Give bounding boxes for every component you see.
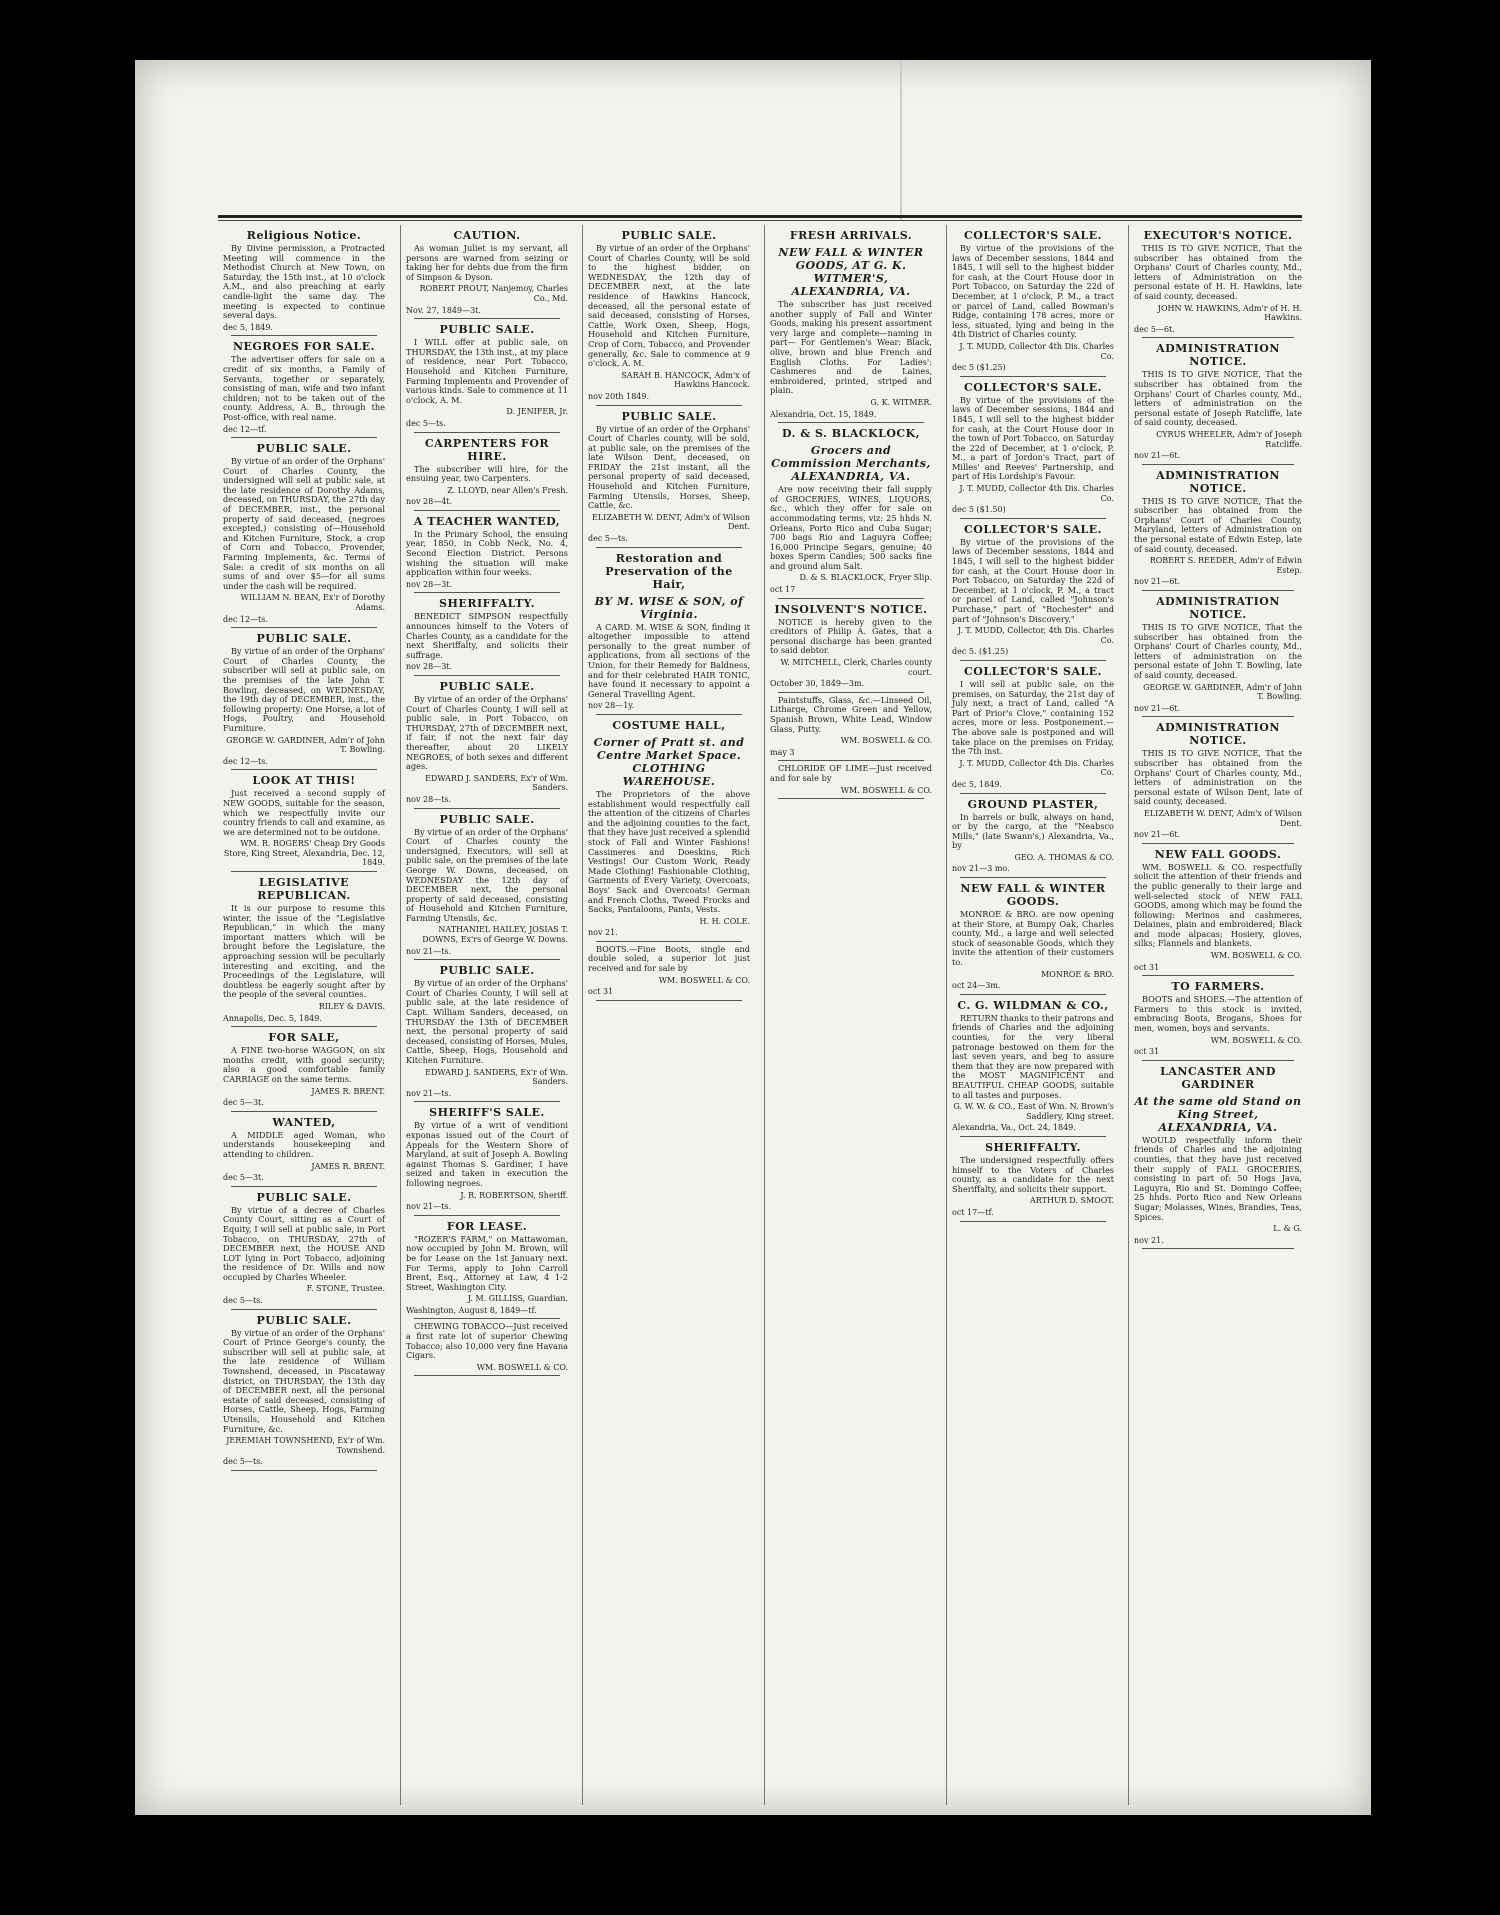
ad-body: By virtue of a decree of Charles County Court, sitting as a Court of Equity, I will sell at public sale, in Port Tobacco, on THURSDAY, 27th of DECEMBER next, the HOUSE AND LOT lying in Port Tobacco, adjoining the residence of Dr. Wills and now occupied by Charles Wheeler. [223,1204,385,1282]
ad-body: BENEDICT SIMPSON respectfully announces himself to the Voters of Charles County, as a candidate for the next Sheriffalty, and solicits their suffrage. [406,611,568,660]
ad-body: By virtue of the provisions of the laws of December sessions, 1844 and 1845, I will sell to the highest bidder for cash, at the Court House door in Port Tobacco, on Saturday the 22d of December, at 1 o'clock, P. M., a tract or parcel of Land, called "Johnson's Purchase," part of "Rochester" and part of "Johnson's Discovery." [952,536,1114,624]
ad-body: BOOTS.—Fine Boots, single and double soled, a superior lot just received and for sale by [588,943,750,974]
ad-date: oct 17 [770,585,796,595]
ad-signature: CYRUS WHEELER, Adm'r of Joseph Ratcliffe. [1156,429,1302,449]
ad-separator [231,871,377,872]
ad-heading: TO FARMERS. [1171,980,1265,994]
ad-separator [414,432,560,433]
ad-heading: ADMINISTRATION NOTICE. [1156,342,1280,369]
ad-body: THIS IS TO GIVE NOTICE, That the subscriber has obtained from the Orphans' Court of Charles county, Md., letters of administration on the personal estate of Joseph Ratcliffe, late of said county, deceased. [1134,369,1302,428]
ad-date: dec 5—3t. [223,1173,264,1183]
advertisement [406,1106,568,1215]
ad-separator [231,437,377,438]
ad-separator [1142,716,1294,717]
ad-signature: J. T. MUDD, Collector 4th Dis. Charles Co. [959,484,1114,503]
ad-separator [1142,590,1294,591]
column-3 [582,225,755,1805]
ad-signature: J. M. GILLISS, Guardian. [467,1294,568,1304]
ad-separator [960,1136,1106,1137]
advertisement [406,1322,568,1376]
advertisement [223,774,385,872]
ad-date: dec 5. ($1.25) [952,647,1009,657]
ad-separator [960,376,1106,377]
ad-separator [1142,1248,1294,1249]
header-rule-thin [218,220,1302,221]
ad-separator [414,1215,560,1216]
ad-heading: LEGISLATIVE REPUBLICAN. [257,876,351,903]
ad-date: dec 12—tf. [223,424,267,434]
ad-signature: J. R. ROBERTSON, Sheriff. [460,1190,568,1200]
advertisement [770,603,932,693]
ad-date: nov 28—4t. [406,497,453,507]
ad-signature: ELIZABETH W. DENT, Adm'x of Wilson Dent. [592,512,750,532]
ad-heading: Religious Notice. [246,229,362,242]
ad-signature: EDWARD J. SANDERS, Ex'r of Wm. Sanders. [425,773,568,793]
ad-heading: COSTUME HALL, [612,718,726,732]
ad-separator [596,405,742,406]
ad-heading: CARPENTERS FOR HIRE. [424,436,550,463]
ad-body: By virtue of an order of the Orphans' Court of Charles County, the subscriber will sell at public sale, on the premises of the late John T. Bowling, deceased, on WEDNESDAY, the 19th day of DECEMBER, inst., the following property: One Horse, a lot of Hogs, Poultry, and Household Furniture. [223,646,385,733]
ad-body: CHEWING TOBACCO—Just received a first rate lot of superior Chewing Tobacco; also 10,000 very fine Havana Cigars. [406,1321,568,1361]
ad-body: By virtue of an order of the Orphans' Court of Charles County, I will sell at public sale, at the late residence of Capt. William Sanders, deceased, on THURSDAY the 13th of DECEMBER next, the personal property of said deceased, consisting of Horses, Mules, Cattle, Sheep, Hogs, Household and Kitchen Furniture. [406,978,568,1065]
ad-signature: WILLIAM N. BEAN, Ex'r of Dorothy Adams. [240,593,385,612]
advertisement [406,680,568,809]
ad-date: nov 20th 1849. [588,391,650,401]
ad-signature: MONROE & BRO. [1041,969,1114,979]
advertisement [223,1116,385,1187]
ad-date: dec 5—ts. [223,1457,263,1467]
ad-heading: PUBLIC SALE. [256,1313,352,1327]
advertisement [406,1220,568,1320]
ad-separator [1142,337,1294,338]
ad-signature: D. & S. BLACKLOCK, Fryer Slip. [799,573,932,583]
ad-date: Washington, August 8, 1849—tf. [406,1305,537,1315]
ad-separator [960,793,1106,794]
ad-body: Paintstuffs, Glass, &c.—Linseed Oil, Litharge, Chrome Green and Yellow, Spanish Brown, White Lead, Window Glass, Putty. [770,694,932,734]
ad-separator [231,1111,377,1112]
ad-heading: D. & S. BLACKLOCK, [781,427,921,441]
advertisement [952,999,1114,1137]
ad-separator [1142,1060,1294,1061]
ad-separator [414,318,560,319]
ad-heading: FRESH ARRIVALS. [789,229,913,242]
advertisement [1134,342,1302,464]
ad-body: As woman Juliet is my servant, all persons are warned from seizing or taking her for debts due from the firm of Simpson & Dyson. [406,243,568,282]
ad-signature: J. T. MUDD, Collector 4th Dis. Charles Co. [959,758,1114,778]
ad-date: oct 24—3m. [952,981,1001,991]
ad-separator [596,547,742,548]
ad-date: oct 17—tf. [952,1207,994,1217]
advertisement [223,1314,385,1471]
column-4 [764,225,937,1805]
advertisement [223,1191,385,1310]
ad-date: Alexandria, Va., Oct. 24, 1849. [952,1123,1076,1133]
ad-signature: WM. R. ROGERS' Cheap Dry Goods Store, King Street, Alexandria, Dec. 12, 1849. [223,839,385,868]
ad-signature: G. K. WITMER. [870,397,932,407]
advertisement [952,229,1114,377]
ad-date: nov 28—ts. [406,794,452,804]
ad-body: The subscriber will hire, for the ensuing year, two Carpenters. [406,463,568,484]
advertisement [1134,595,1302,717]
ad-date: dec 12—ts. [223,614,268,624]
advertisement [406,515,568,594]
ad-date: nov 21—ts. [406,1202,452,1212]
ad-signature: JEREMIAH TOWNSHEND, Ex'r of Wm. Townshend. [226,1436,385,1455]
ad-date: dec 5—ts. [406,418,446,428]
ad-heading: PUBLIC SALE. [439,964,535,978]
ad-separator [1142,975,1294,976]
ad-date: dec 5 ($1.50) [952,505,1006,515]
ad-heading: FOR SALE, [268,1031,340,1045]
advertisement [952,665,1114,794]
ad-date: nov 21—ts. [406,946,452,956]
ad-date: nov 21. [1134,1235,1164,1245]
ad-body: BOOTS and SHOES.—The attention of Farmers to this stock is invited, embracing Boots, Brogans, Shoes for men, women, boys and servants. [1134,994,1302,1034]
ad-heading: ADMINISTRATION NOTICE. [1156,721,1280,748]
ad-separator [231,769,377,770]
ad-separator [778,598,924,599]
ad-separator [231,1309,377,1310]
header-rule [218,215,1302,218]
ad-body: RETURN thanks to their patrons and friends of Charles and the adjoining counties, for the very liberal patronage bestowed on them for the last seven years, and beg to assure them that they are now prepared with the MOST MAGNIFICENT and BEAUTIFUL CHEAP GOODS, suitable to all tastes and purposes. [952,1012,1115,1100]
ad-separator [1142,843,1294,844]
ad-signature: GEORGE W. GARDINER, Adm'r of John T. Bowling. [226,735,385,755]
ad-body: By virtue of an order of the Orphans' Court of Charles county, will be sold, at public sale, on the premises of the late Wilson Dent, deceased, on FRIDAY the 21st instant, all the personal property of said deceased, Household and Kitchen Furniture, Farming Utensils, Horses, Sheep, Cattle, &c. [588,423,750,511]
ad-separator [596,714,742,715]
column-5 [946,225,1119,1805]
ad-heading: ADMINISTRATION NOTICE. [1156,468,1280,495]
advertisement [588,410,750,548]
advertisement [1134,848,1302,977]
ad-separator [1142,464,1294,465]
ad-body: By Divine permission, a Protracted Meeting will commence in the Methodist Church at New Town, on Saturday, the 15th inst., at 10 o'clock A.M., and also preaching at early candle-light the same day. The meeting is expected to continue several days. [223,243,385,321]
ad-heading: LOOK AT THIS! [252,774,356,788]
ad-body: By virtue of the provisions of the laws of December sessions, 1844 and 1845, I will sell to the highest bidder for cash, at the Court House door in Port Tobacco, on Saturday the 22d of December, at 1 o'clock, P. M., a tract or parcel of Land, called Bowman's Ridge, containing 178 acres, more or less, situated, lying and being in the 4th District of Charles county. [952,243,1114,340]
advertisement [406,964,568,1102]
advertisement [223,1031,385,1112]
ad-separator [960,518,1106,519]
ad-heading: PUBLIC SALE. [256,632,352,646]
ad-separator [414,592,560,593]
ad-separator [414,510,560,511]
ad-signature: SARAH B. HANCOCK, Adm'x of Hawkins Hancock. [621,370,750,390]
ad-signature: JAMES R. BRENT. [311,1086,385,1096]
ad-date: oct 31 [588,987,614,997]
ad-signature: WM. BOSWELL & CO. [840,785,932,795]
ad-heading: GROUND PLASTER, [967,797,1099,811]
ad-body: The advertiser offers for sale on a credit of six months, a Family of Servants, together or separately, consisting of man, wife and two infant children; not to be taken out of the county. Address, A. B., through the Post-office, with real name. [223,354,385,422]
ad-body: Just received a second supply of NEW GOODS, suitable for the season, which we respectfully invite our country friends to call and examine, as we are determined not to be outdone. [223,788,385,837]
ad-signature: RILEY & DAVIS. [318,1002,385,1011]
ad-separator [778,692,924,693]
ad-heading: ADMINISTRATION NOTICE. [1156,595,1280,622]
column-1 [218,225,390,1805]
ad-heading: NEW FALL GOODS. [1154,847,1282,861]
ad-heading: COLLECTOR'S SALE. [964,380,1102,394]
advertisement [588,552,750,715]
ad-signature: GEO. A. THOMAS & CO. [1014,852,1114,862]
ad-body: By virtue of an order of the Orphans' Court of Prince George's county, the subscriber will sell at public sale, at the late residence of William Townshend, deceased, in Piscataway district, on THURSDAY, the 13th day of DECEMBER next, all the personal estate of said deceased, consisting of Horses, Cattle, Sheep, Hogs, Farming Utensils, Household and Kitchen Furniture, &c. [223,1327,385,1434]
ad-date: dec 5—ts. [588,534,628,544]
ad-heading: PUBLIC SALE. [439,812,535,826]
ad-signature: Z. LLOYD, near Allen's Fresh. [447,485,568,495]
ad-body: By virtue of an order of the Orphans' Court of Charles County, I will sell at public sale, in Port Tobacco, on THURSDAY, 27th of DECEMBER next, if fair, if not the next fair day thereafter, about 20 LIKELY NEGROES, of both sexes and different ages. [406,694,568,772]
ad-date: nov 21—6t. [1134,451,1181,461]
ad-date: dec 12—ts. [223,756,268,766]
ad-heading: COLLECTOR'S SALE. [964,522,1102,536]
ad-signature: JAMES R. BRENT. [311,1161,385,1171]
ad-heading: C. G. WILDMAN & CO., [957,998,1109,1012]
ad-signature: GEORGE W. GARDINER, Adm'r of John T. Bowling. [1143,682,1302,702]
advertisement [406,229,568,319]
ad-subheading: Grocers and Commission Merchants, ALEXANDRIA, VA. [771,444,931,484]
ad-body: THIS IS TO GIVE NOTICE, That the subscriber has obtained from the Orphans' Court of Charles county, Md., letters of administration on the personal estate of Wilson Dent, late of said county, deceased. [1134,748,1302,807]
ad-date: nov 21—3 mo. [952,864,1010,874]
ad-body: THIS IS TO GIVE NOTICE, That the subscriber has obtained from the Orphans' Court of Charles county, Md., letters of Administration on the personal estate of H. H. Hawkins, late of said county, deceased. [1134,243,1302,301]
ad-separator [414,1318,560,1319]
ad-body: A FINE two-horse WAGGON, on six months credit, with good security; also a good comfortable family CARRIAGE on the same terms. [223,1045,385,1084]
ad-date: nov 21—6t. [1134,703,1181,713]
ad-separator [414,1101,560,1102]
ad-date: dec 5—3t. [223,1098,264,1108]
advertisement [952,798,1114,879]
ad-separator [231,1470,377,1471]
ad-separator [414,1375,560,1376]
ad-separator [960,994,1106,995]
ad-signature: J. T. MUDD, Collector, 4th Dis. Charles Co. [957,626,1114,645]
ad-heading: FOR LEASE. [446,1219,528,1233]
advertisement [952,1141,1114,1222]
ad-date: dec 5, 1849. [223,322,273,332]
ad-body: Are now receiving their fall supply of GROCERIES, WINES, LIQUORS, &c., which they offer for sale on accommodating terms, viz: 25 hhds N. Orleans, Porto Rico and Cuba Sugar; 700 bags Rio and Laguyra Coffee; 16,000 Principe Segars, genuine; 40 boxes Sperm Candles; 500 sacks fine and ground alum Salt. [770,484,932,571]
ad-signature: ROBERT PROUT, Nanjemoy, Charles Co., Md. [419,284,568,303]
ad-date: nov 21—6t. [1134,577,1181,587]
ad-date: Alexandria, Oct. 15, 1849. [770,409,877,419]
ad-signature: L. & G. [1273,1224,1302,1234]
ad-heading: SHERIFFALTY. [985,1140,1081,1154]
ad-body: It is our purpose to resume this winter, the issue of the "Legislative Republican," in which the many important matters which will be brought before the Legislature, the approaching session will be peculiarly interesting and exciting, and the Proceedings of the Legislature, will doubtless be eagerly sought after by the people of the several counties. [223,903,385,1000]
ad-body: In the Primary School, the ensuing year, 1850, in Cobb Neck, No. 4, Second Election District. Persons wishing the situation will make application within four weeks. [406,528,568,578]
ad-separator [596,941,742,942]
ad-heading: PUBLIC SALE. [439,680,535,693]
ad-heading: PUBLIC SALE. [621,229,717,242]
ad-separator [960,660,1106,661]
ad-signature: F. STONE, Trustee. [306,1284,385,1294]
advertisement [223,632,385,770]
ad-body: By virtue of an order of the Orphans' Court of Charles County, will be sold to the highest bidder, on WEDNESDAY, the 12th day of DECEMBER next, at the late residence of Hawkins Hancock, deceased, all the personal estate of said deceased, consisting of Horses, Cattle, Work Oxen, Sheep, Hogs, Household and Kitchen Furniture, Crop of Corn, Tobacco, and Provender generally, &c. Sale to commence at 9 o'clock, A. M. [588,243,750,369]
ad-body: MONROE & BRO. are now opening at their Store, at Bumpy Oak, Charles county, Md., a large and well selected stock of seasonable Goods, which they invite the attention of their customers to. [952,909,1114,968]
ad-separator [778,798,924,799]
ad-heading: COLLECTOR'S SALE. [964,664,1102,678]
advertisement [770,427,932,599]
advertisement [952,523,1114,661]
ad-signature: ARTHUR D. SMOOT. [1030,1196,1114,1206]
ad-heading: Restoration and Preservation of the Hair, [605,551,733,591]
ad-separator [414,808,560,809]
ad-separator [596,1000,742,1001]
ad-separator [960,877,1106,878]
ad-heading: WANTED, [272,1115,336,1129]
ad-signature: WM. BOSWELL & CO. [1210,1035,1302,1045]
ad-date: dec 5 ($1.25) [952,363,1006,373]
ad-date: oct 31 [1134,962,1160,972]
ad-signature: WM. BOSWELL & CO. [476,1362,568,1372]
ad-signature: ROBERT S. REEDER, Adm'r of Edwin Estep. [1149,556,1302,575]
ad-date: Annapolis, Dec. 5, 1849. [223,1013,322,1023]
advertisement [588,945,750,1001]
ad-date: dec 5—6t. [1134,324,1175,334]
ad-heading: LANCASTER AND GARDINER [1160,1064,1276,1091]
ad-signature: NATHANIEL HAILEY, JOSIAS T. DOWNS, Ex'rs of George W. Downs. [422,925,568,945]
ad-heading: SHERIFFALTY. [439,597,535,611]
ad-separator [778,760,924,761]
ad-date: nov 28—1y. [588,701,635,711]
ad-body: The Proprietors of the above establishment would respectfully call the attention of the citizens of Charles and the adjoining counties to the fact, that they have just received a splendid stock of Fall and Winter Fashions! Cassimeres and Doeskins, Rich Vestings! Our Custom Work, Ready Made Clothing! Fashionable Clothing, Garments of Every Variety, Overcoats, Boys' Sack and Overcoats! German and French Cloths, Tweed Frocks and Sacks, Pantaloons, Pants, Vests. [588,788,750,915]
ad-body: WOULD respectfully inform their friends of Charles and the adjoining counties, that they have just received their supply of FALL GROCERIES, consisting in part of: 50 Hogs Java, Laguyra, Rio and St. Domingo Coffee; 25 hhds. Porto Rico and New Orleans Sugar; Molasses, Wines, Brandies, Teas, Spices. [1134,1134,1302,1222]
ad-date: nov 21—6t. [1134,830,1181,840]
ad-body: A CARD. M. WISE & SON, finding it altogether impossible to attend personally to the great number of applications, from all sections of the Union, for their Remedy for Baldness, and for their celebrated HAIR TONIC, have found it necessary to appoint a General Travelling Agent. [588,621,750,699]
ad-body: THIS IS TO GIVE NOTICE, That the subscriber has obtained from the Orphans' Court of Charles county, Md., letters of administration on the personal estate of John T. Bowling, late of said county, deceased. [1134,622,1302,680]
ad-signature: H. H. COLE. [699,916,750,926]
advertisement [1134,229,1302,338]
ad-date: nov 28—3t. [406,662,453,672]
ad-heading: EXECUTOR'S NOTICE. [1143,229,1293,242]
ad-date: nov 28—3t. [406,579,453,589]
ad-body: I will sell at public sale, on the premises, on Saturday, the 21st day of July next, a tract of Land, called "A Part of Prior's Clove," containing 152 acres, more or less. Postponement.—The above sale is postponed and will take place on the premises on Friday, the 7th inst. [952,678,1114,757]
ad-body: The undersigned respectfully offers himself to the Voters of Charles county, as a candidate for the next Sheriffalty, and solicits their support. [952,1154,1114,1194]
ad-separator [960,1221,1106,1222]
advertisement [770,696,932,762]
ad-body: WM. BOSWELL & CO. respectfully solicit the attention of their friends and the public generally to their large and well-selected stock of NEW FALL GOODS, among which may be found the following: Merinos and cashmeres, Delaines, plain and embroidered; Black and mode alpacas; Hosiery, gloves, silks; Flannels and blankets. [1134,861,1302,949]
ad-signature: WM. BOSWELL & CO. [1210,951,1302,961]
advertisement [1134,721,1302,843]
column-2 [400,225,573,1805]
advertisement [770,764,932,799]
ad-date: October 30, 1849—3m. [770,679,865,689]
ad-heading: PUBLIC SALE. [256,1190,352,1204]
ad-separator [414,675,560,676]
ad-subheading: At the same old Stand on King Street, ALEXANDRIA, VA. [1134,1094,1302,1134]
advertisement [770,229,932,423]
advertisement [588,229,750,406]
ad-body: By virtue of a writ of venditioni exponas issued out of the Court of Appeals for the Western Shore of Maryland, at suit of Joseph A. Bowling against Thomas S. Gardiner, I have seized and taken in execution the following negroes. [406,1120,568,1188]
ad-signature: J. T. MUDD, Collector 4th Dis. Charles Co. [959,341,1114,361]
ad-body: CHLORIDE OF LIME—Just received and for sale by [770,763,932,783]
advertisement [952,882,1114,995]
ad-signature: WM. BOSWELL & CO. [840,736,932,746]
ad-body: The subscriber has just received another supply of Fall and Winter Goods, making his present assortment very large and complete—naming in part— For Gentlemen's Wear: Black, olive, brown and blue French and English Cloths. For Ladies': Cashmeres and de Laines, embroidered, printed, striped and plain. [770,299,932,396]
ad-date: dec 5, 1849. [952,779,1002,789]
advertisement [406,597,568,676]
ad-body: A MIDDLE aged Woman, who understands housekeeping and attending to children. [223,1129,385,1159]
ad-subheading: BY M. WISE & SON, of Virginia. [594,594,744,621]
ad-date: may 3 [770,747,795,757]
advertisement [1134,980,1302,1061]
ad-date: nov 21. [588,928,618,938]
page-fold [900,60,902,220]
ad-separator [231,1026,377,1027]
ad-date: nov 21—ts. [406,1088,452,1098]
ad-heading: A TEACHER WANTED, [413,514,561,528]
ad-separator [231,627,377,628]
ad-separator [414,959,560,960]
ad-heading: NEGROES FOR SALE. [232,340,375,354]
ad-body: By virtue of an order of the Orphans' Court of Charles county the undersigned, Executors, will sell at public sale, on the premises of the late George W. Downs, deceased, on WEDNESDAY the 12th day of DECEMBER next, the personal property of said deceased, consisting of Household and Kitchen Furniture, Farming Utensils, &c. [406,826,568,923]
ad-separator [231,1186,377,1187]
ad-subheading: NEW FALL & WINTER GOODS, AT G. K. WITMER'S, ALEXANDRIA, VA. [778,246,924,298]
ad-heading: COLLECTOR'S SALE. [964,229,1102,242]
advertisement [223,340,385,438]
ad-body: In barrels or bulk, always on hand, or by the cargo, at the "Neabsco Mills," (late Swann's,) Alexandria, Va., by [952,811,1114,851]
advertisement [952,381,1114,519]
ad-signature: WM. BOSWELL & CO. [658,975,750,985]
advertisement [1134,469,1302,591]
ad-signature: JOHN W. HAWKINS, Adm'r of H. H. Hawkins. [1157,303,1302,323]
ad-heading: PUBLIC SALE. [256,442,352,456]
advertisement [1134,1065,1302,1250]
ad-heading: PUBLIC SALE. [439,323,535,337]
ad-body: I WILL offer at public sale, on THURSDAY, the 13th inst., at my place of residence, near Port Tobacco, Household and Kitchen Furniture, Farming Implements and Provender of various kinds. Sale to commence at 11 o'clock, A. M. [406,337,568,405]
ad-separator [231,335,377,336]
ad-signature: EDWARD J. SANDERS, Ex'r of Wm. Sanders. [425,1067,568,1087]
ad-body: THIS IS TO GIVE NOTICE, That the subscriber has obtained from the Orphans' Court of Charles County, Maryland, letters of Administration on the personal estate of Edwin Estep, late of said county, deceased. [1134,495,1302,554]
advertisement [223,229,385,336]
ad-subheading: Corner of Pratt st. and Centre Market Space. CLOTHING WAREHOUSE. [593,735,745,788]
advertisement [223,876,385,1027]
ad-heading: PUBLIC SALE. [621,409,717,423]
columns-container [218,225,1308,1805]
ad-body: "ROZER'S FARM," on Mattawoman, now occupied by John M. Brown, will be for Lease on the 1st January next. For Terms, apply to John Carroll Brent, Esq., Attorney at Law, 4 1-2 Street, Washington City. [406,1233,568,1292]
ad-body: NOTICE is hereby given to the creditors of Philip A. Gates, that a personal discharge has been granted to said debtor. [770,616,932,656]
ad-heading: CAUTION. [453,229,521,242]
advertisement [406,323,568,432]
advertisement [406,813,568,961]
ad-body: By virtue of the provisions of the laws of December sessions, 1844 and 1845, I will sell to the highest bidder for cash, at the Court House door in the town of Port Tobacco, on Saturday the 22d of December, at 1 o'clock, P. M., a part of Jordon's Tract, part of Milles' and Reeves' Partnership, and part of His Lordship's Favour. [952,394,1114,482]
advertisement [406,437,568,511]
ad-heading: INSOLVENT'S NOTICE. [774,602,928,616]
ad-body: By virtue of an order of the Orphans' Court of Charles County, the undersigned will sell at public sale, at the late residence of Dorothy Adams, deceased, on THURSDAY, the 27th day of DECEMBER, inst., the personal property of said deceased, (negroes excepted,) consisting of—Household and Kitchen Furniture, Stock, a crop of Corn and Tobacco, Provender, Farming Implements, &c. Terms of Sale: a credit of six months on all sums of and over $5—for all sums under the cash will be required. [223,456,386,591]
column-6 [1128,225,1307,1805]
ad-date: oct 31 [1134,1047,1160,1057]
ad-signature: W. MITCHELL, Clerk, Charles county court. [780,658,932,677]
ad-date: Nov. 27, 1849—3t. [406,305,481,315]
advertisement [588,719,750,942]
ad-heading: NEW FALL & WINTER GOODS. [960,882,1106,909]
ad-signature: G. W. W. & CO., East of Wm. N. Brown's Saddlery, King street. [953,1102,1114,1121]
ad-signature: D. JENIFER, Jr. [506,407,568,417]
ad-date: dec 5—ts. [223,1296,263,1306]
ad-separator [778,422,924,423]
ad-heading: SHERIFF'S SALE. [429,1106,545,1120]
ad-signature: ELIZABETH W. DENT, Adm'x of Wilson Dent. [1144,808,1302,828]
advertisement [223,442,385,628]
